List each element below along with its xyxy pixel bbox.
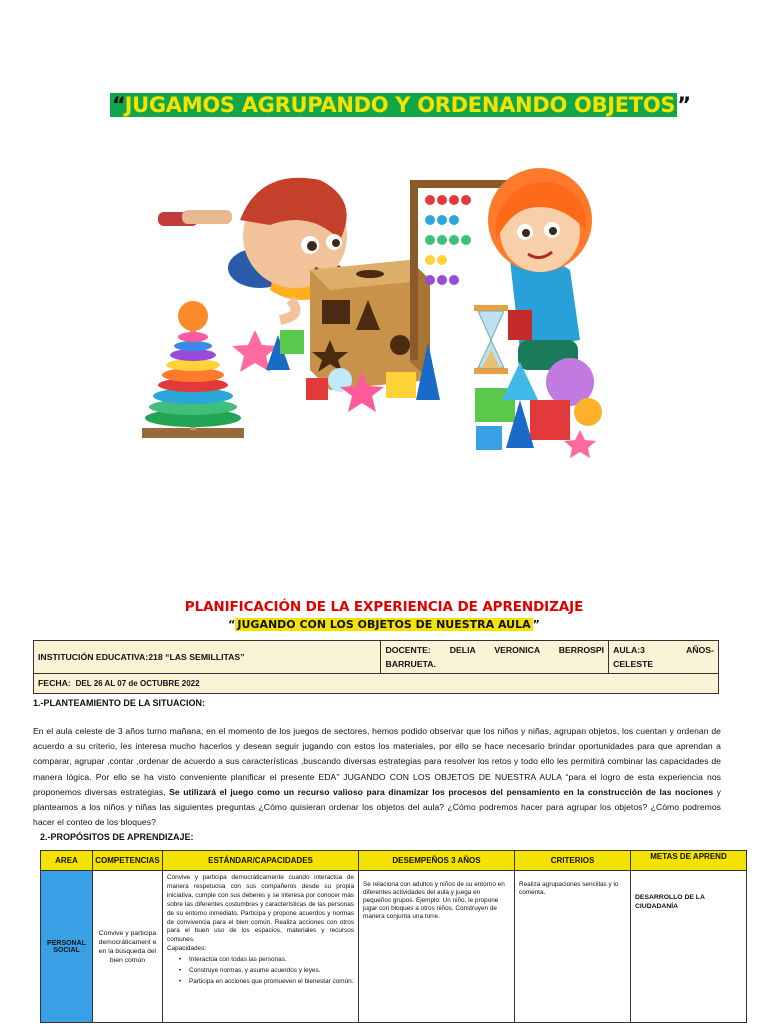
list-item: • Construye normas, y asume acuerdos y leyes. [167, 967, 354, 976]
col-criterios: CRITERIOS [515, 851, 631, 871]
children-playing-illustration [130, 150, 630, 460]
list-item: • Participa en acciones que promueven el bienestar común. [167, 978, 354, 987]
docente-cell: DOCENTE: DELIA VERONICA BERROSPI BARRUETA. [381, 641, 609, 674]
main-title: “JUGAMOS AGRUPANDO Y ORDENANDO OBJETOS” [112, 93, 691, 117]
fecha-value: DEL 26 AL 07 de OCTUBRE 2022 [75, 679, 200, 688]
fecha-label: FECHA: [38, 678, 71, 688]
meta-cell: DESARROLLO DE LA CIUDADANÍA [631, 871, 747, 1023]
propositos-table [40, 850, 747, 1023]
situacion-paragraph: En el aula celeste de 3 años turno mañana, en el momento de los juegos de sectores, hemos podido observar que los niños y niñas, agrupan objetos, los cuentan y ordenan de acuerdo a su criterio, les interesa mucho hacerlos y desean seguir jugando con estos los materiales, por ello se hace necesario brindar oportunidades para que aprendan a comparar, agrupar ,contar ,ordenar de acuerdo a sus características ,buscando diversas estrategias para resolver los retos y todo ello les permitirá combinar las capacidades de manera lógica. Por ello se ha visto conveniente planificar el presente EDA” JUGANDO CON LOS OBJETOS DE NUESTRA AULA “para el logro de esta experiencia nos proponemos diversas estrategias, Se utilizará el juego como un recurso valioso para dinamizar los procesos del pensamiento en la construcción de las nociones y planteamos a los niños y niñas las siguientes preguntas ¿Cómo quisieran ordenar los objetos del aula? ¿Cómo podremos hacer para agrupar los objetos? ¿Cómo podremos hacer el conteo de los bloques? [33, 726, 721, 828]
capacidades-list [167, 956, 354, 987]
section2-heading: 2.-PROPÓSITOS DE APRENDIZAJE: [40, 832, 194, 842]
area-cell: PERSONAL SOCIAL [41, 871, 93, 1023]
col-metas: METAS DE APREND [631, 851, 747, 871]
col-area: AREA [41, 851, 93, 871]
section1-heading: 1.-PLANTEAMIENTO DE LA SITUACION: [33, 698, 206, 708]
plan-title: PLANIFICACIÓN DE LA EXPERIENCIA DE APRENDIZAJE [184, 599, 584, 615]
competencia-cell: Convive y participa democráticament e en la búsqueda del bien común [93, 871, 163, 1023]
institucion-cell: INSTITUCIÓN EDUCATIVA:218 “LAS SEMILLITAS” [34, 641, 381, 674]
list-item: • Interactúa con todas las personas. [167, 956, 354, 965]
aula-cell: AULA:3 AÑOS- CELESTE [609, 641, 719, 674]
col-desempenos: DESEMPEÑOS 3 AÑOS [359, 851, 515, 871]
criterio-cell: Realiza agrupaciones sencillas y lo comenta. [515, 871, 631, 1023]
plan-subtitle: “ JUGANDO CON LOS OBJETOS DE NUESTRA AULA ” [228, 618, 540, 631]
desempeno-cell: Se relaciona con adultos y niños de su entorno en diferentes actividades del aula y juega en pequeños grupos. Ejemplo: Un niño, le propone jugar con bloques a otros niños. Construyen de manera conjunta una torre. [359, 871, 515, 1023]
ring-stacker-illustration [142, 301, 244, 438]
hourglass-illustration [474, 305, 508, 374]
info-table [33, 640, 719, 694]
table-row [41, 871, 747, 1023]
girl-illustration [488, 168, 592, 370]
fecha-cell [34, 674, 719, 694]
estandar-cell: Convive y participa democráticamente cuando interactúa de manera respetuosa con sus compañeros desde su propia iniciativa, cumple con sus deberes y se interesa por conocer más sobre las diferentes costumbres y características de las personas de su entorno inmediato. Participa y propone acuerdos y normas de convivencia para el bien común. Realiza acciones con otros para el buen uso de los espacios, materiales y recursos comunes. Capacidades: • Interactúa con todas las personas. • Construye normas, y asume acuerdos y leyes. • Participa en acciones que promueven el bienestar común. [163, 871, 359, 1023]
col-estandar: ESTÁNDAR/CAPACIDADES [163, 851, 359, 871]
table-header-row [41, 851, 747, 871]
col-competencias: COMPETENCIAS [93, 851, 163, 871]
